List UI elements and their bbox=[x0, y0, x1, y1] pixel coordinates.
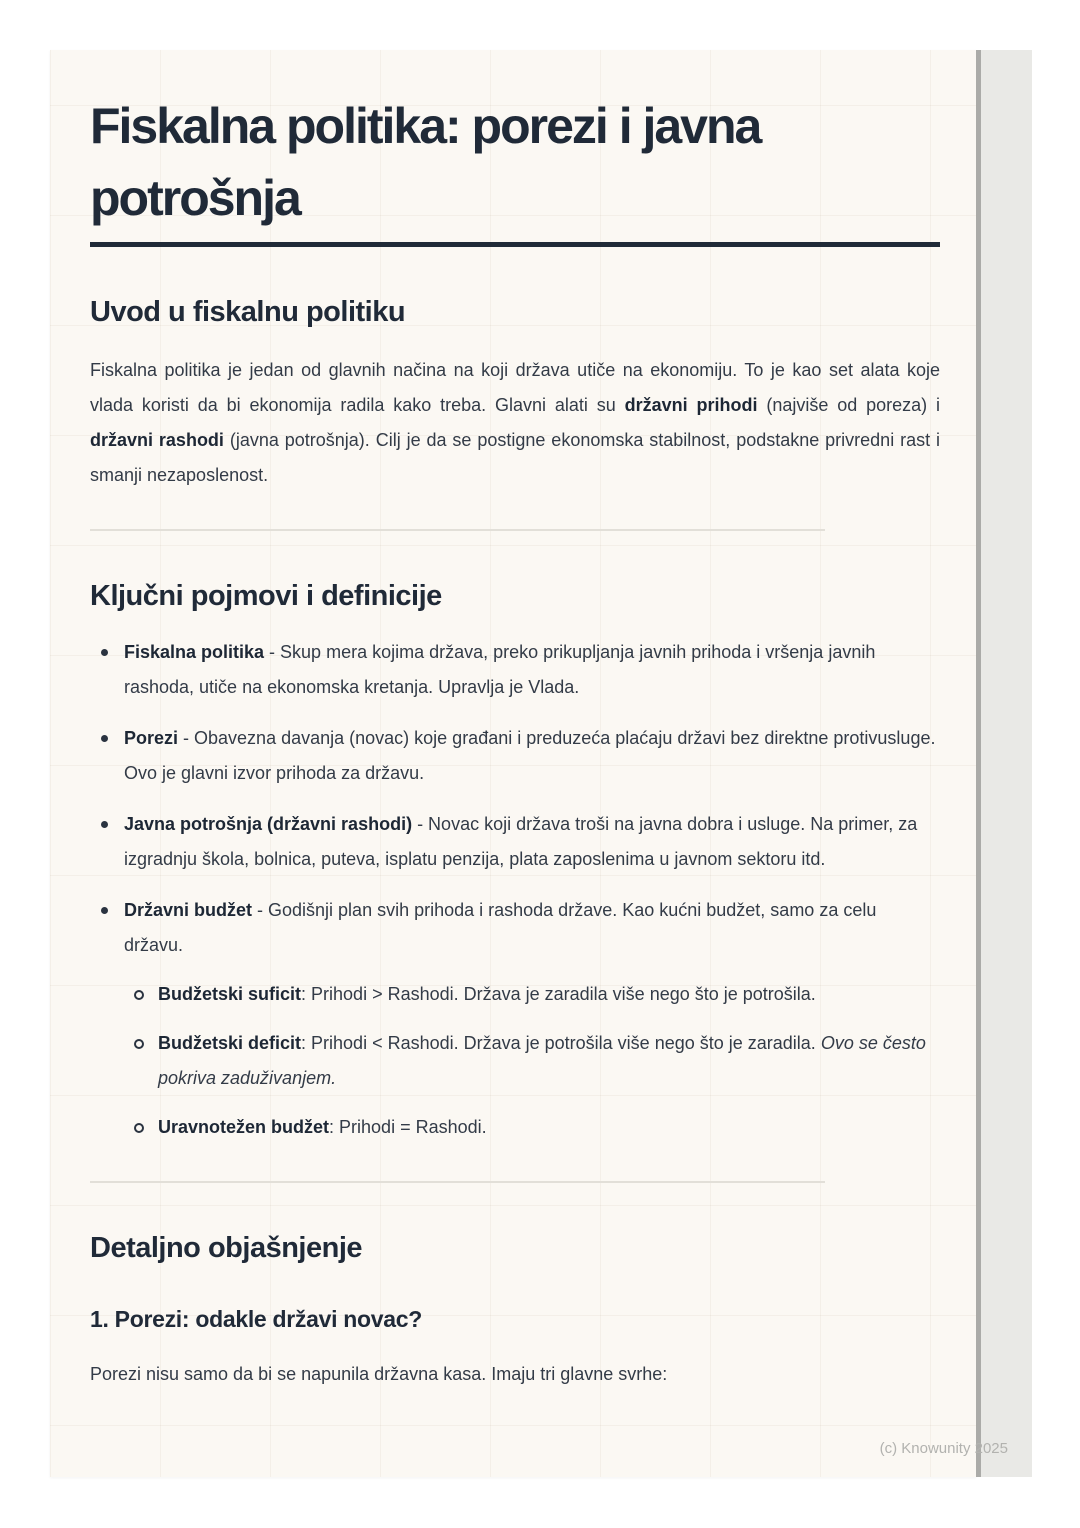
title-rule bbox=[90, 242, 940, 247]
text-segment: : Prihodi < Rashodi. Država je potrošila više nego što je zaradila. bbox=[301, 1033, 821, 1053]
term-bold: Budžetski suficit bbox=[158, 984, 302, 1004]
text-segment: (javna potrošnja). Cilj je da se postigne ekonomska stabilnost, podstakne privredni rast i smanji nezaposlenost. bbox=[90, 430, 940, 485]
text-segment: (najviše od poreza) i bbox=[757, 395, 940, 415]
term-bold: državni prihodi bbox=[624, 395, 758, 415]
list-item bbox=[90, 893, 940, 1145]
term-bold: Porezi bbox=[124, 728, 179, 748]
section-heading-key-terms: Ključni pojmovi i definicije bbox=[90, 580, 442, 612]
page-title-line-2: potrošnja bbox=[90, 170, 300, 226]
text-segment: - Obavezna davanja (novac) koje građani i preduzeća plaćaju državi bez direktne protivusluge. Ovo je glavni izvor prihoda za državu. bbox=[124, 728, 936, 783]
term-bold: Budžetski deficit bbox=[158, 1033, 302, 1053]
text-segment: Fiskalna politika je jedan od glavnih načina na koji država utiče na ekonomiju. To je kao set alata koje vlada koristi da bi ekonomija radila kako treba. Glavni alati su bbox=[90, 360, 940, 415]
document-page bbox=[50, 50, 976, 1477]
text-segment: - Novac koji država troši na javna dobra i usluge. Na primer, za izgradnju škola, bolnica, puteva, isplatu penzija, plata zaposlenima u javnom sektoru itd. bbox=[124, 814, 918, 869]
page-title bbox=[90, 90, 940, 234]
term-bold: Fiskalna politika bbox=[124, 642, 265, 662]
taxes-paragraph: Porezi nisu samo da bi se napunila državna kasa. Imaju tri glavne svrhe: bbox=[90, 1364, 668, 1384]
text-segment: : Prihodi = Rashodi. bbox=[329, 1117, 487, 1137]
list-item bbox=[90, 807, 940, 877]
list-item bbox=[90, 635, 940, 705]
sub-list-item bbox=[124, 1110, 940, 1145]
sub-list bbox=[124, 977, 940, 1145]
page-edge-strip bbox=[976, 50, 1032, 1477]
page-title-line-1: Fiskalna politika: porezi i javna bbox=[90, 98, 761, 154]
document-content bbox=[50, 90, 976, 1392]
key-terms-list bbox=[90, 635, 940, 1145]
term-bold: Uravnotežen budžet bbox=[158, 1117, 330, 1137]
sub-list-item bbox=[124, 977, 940, 1012]
term-bold: Državni budžet bbox=[124, 900, 253, 920]
intro-paragraph bbox=[90, 353, 940, 493]
text-segment: - Godišnji plan svih prihoda i rashoda države. Kao kućni budžet, samo za celu državu. bbox=[124, 900, 877, 955]
sub-list-item bbox=[124, 1026, 940, 1096]
section-heading-intro: Uvod u fiskalnu politiku bbox=[90, 296, 406, 328]
text-segment: : Prihodi > Rashodi. Država je zaradila više nego što je potrošila. bbox=[301, 984, 816, 1004]
section-divider bbox=[90, 529, 825, 531]
list-item bbox=[90, 721, 940, 791]
section-heading-detailed: Detaljno objašnjenje bbox=[90, 1232, 362, 1264]
term-bold: Javna potrošnja (državni rashodi) bbox=[124, 814, 413, 834]
subsection-heading-taxes: 1. Porezi: odakle državi novac? bbox=[90, 1306, 422, 1332]
text-segment: - Skup mera kojima država, preko prikupljanja javnih prihoda i vršenja javnih rashoda, utiče na ekonomska kretanja. Upravlja je Vlada. bbox=[124, 642, 876, 697]
section-divider bbox=[90, 1181, 825, 1183]
copyright-watermark: (c) Knowunity 2025 bbox=[879, 1440, 1008, 1457]
text-italic: Ovo se često pokriva zaduživanjem. bbox=[158, 1033, 926, 1088]
term-bold: državni rashodi bbox=[90, 430, 224, 450]
